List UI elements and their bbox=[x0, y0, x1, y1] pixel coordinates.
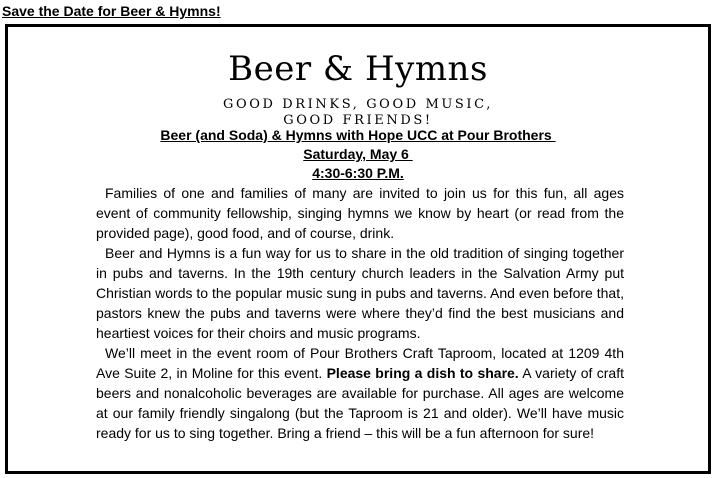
event-name: Beer (and Soda) & Hymns with Hope UCC at Pour Brothers bbox=[160, 127, 556, 143]
event-time: 4:30-6:30 P.M. bbox=[312, 165, 404, 181]
bring-dish-note: Please bring a dish to share. bbox=[326, 365, 519, 381]
location-text-before: We’ll meet in the event room of Pour Brothers Craft Taproom, located at 1209 4th Ave Suite 2, in Moline for this event. bbox=[96, 345, 624, 381]
flyer-title: Beer & Hymns bbox=[228, 49, 488, 89]
event-date: Saturday, May 6 bbox=[303, 146, 413, 162]
flyer-body bbox=[96, 183, 624, 443]
flyer-subtitle-line-2: GOOD FRIENDS! bbox=[283, 113, 433, 128]
flyer-frame bbox=[5, 24, 711, 474]
paragraph-location bbox=[96, 343, 624, 443]
paragraph-invitation: Families of one and families of many are invited to join us for this fun, all ages event of community fellowship, singing hymns we know by heart (or read from the provided page), good food, and of course, drink. bbox=[96, 185, 624, 241]
flyer-subtitle-line-1: GOOD DRINKS, GOOD MUSIC, bbox=[223, 97, 493, 112]
location-text-after: A variety of craft beers and nonalcoholic beverages are available for purchase. All ages are welcome at our family friendly singalong (but the Taproom is 21 and older). We’ll have music ready for us to sing together. Bring a friend – this will be a fun afternoon for sure! bbox=[96, 365, 624, 441]
paragraph-history: Beer and Hymns is a fun way for us to share in the old tradition of singing together in pubs and taverns. In the 19th century church leaders in the Salvation Army put Christian words to the popular music sung in pubs and taverns. And even before that, pastors knew the pubs and taverns were where they’d find the best musicians and heartiest voices for their choirs and music programs. bbox=[96, 245, 624, 341]
save-the-date-heading: Save the Date for Beer & Hymns! bbox=[2, 3, 221, 19]
